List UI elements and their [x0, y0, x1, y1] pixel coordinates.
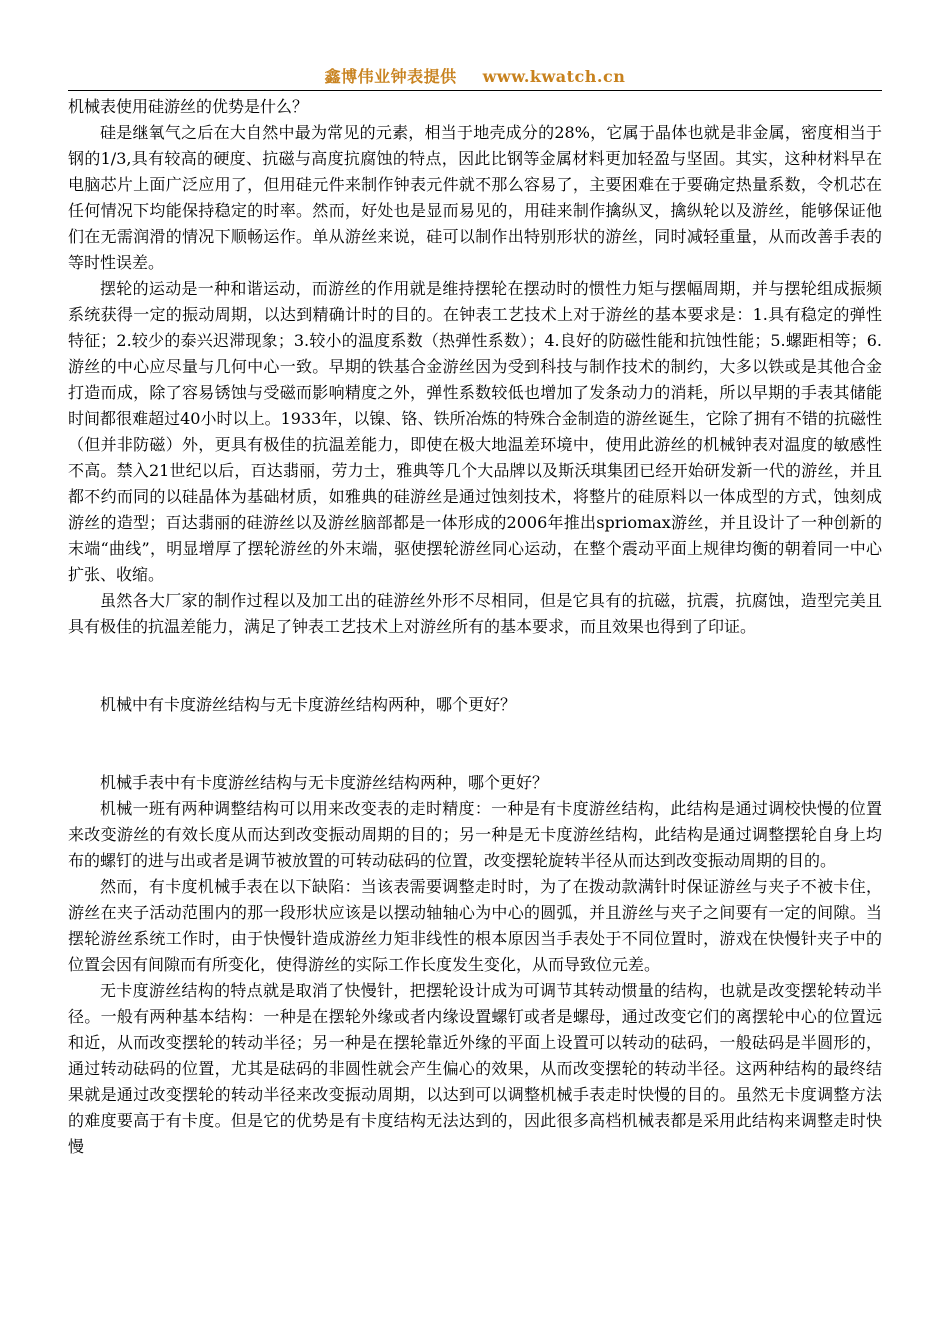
- blank-space: [68, 718, 882, 770]
- section2-paragraph-3: 无卡度游丝结构的特点就是取消了快慢针，把摆轮设计成为可调节其转动惯量的结构，也就是改变摆轮转动半径。一般有两种基本结构：一种是在摆轮外缘或者内缘设置螺钉或者是螺母，通过改变它们的离摆轮中心的位置远和近，从而改变摆轮的转动半径；另一种是在摆轮靠近外缘的平面上设置可以转动的砝码，一般砝码是半圆形的，通过转动砝码的位置，尤其是砝码的非圆性就会产生偏心的效果，从而改变摆轮的转动半径。这两种结构的最终结果就是通过改变摆轮的转动半径来改变振动周期，以达到可以调整机械手表走时快慢的目的。虽然无卡度调整方法的难度要高于有卡度。但是它的优势是有卡度结构无法达到的，因此很多高档机械表都是采用此结构来调整走时快慢: [68, 981, 882, 1156]
- section2-title: 机械手表中有卡度游丝结构与无卡度游丝结构两种，哪个更好？: [100, 773, 549, 792]
- document-body: [68, 94, 882, 1160]
- header-website: www.kwatch.cn: [482, 67, 626, 86]
- section1-paragraph-1: 硅是继氧气之后在大自然中最为常见的元素，相当于地壳成分的28%，它属于晶体也就是非金属，密度相当于钢的1/3,具有较高的硬度、抗磁与高度抗腐蚀的特点，因此比钢等金属材料更加轻盈与坚固。其实，这种材料早在电脑芯片上面广泛应用了，但用硅元件来制作钟表元件就不那么容易了，主要困难在于要确定热量系数，令机芯在任何情况下均能保持稳定的时率。然而，好处也是显而易见的，用硅来制作擒纵叉，擒纵轮以及游丝，能够保证他们在无需润滑的情况下顺畅运作。单从游丝来说，硅可以制作出特别形状的游丝，同时减轻重量，从而改善手表的等时性误差。: [68, 123, 882, 272]
- header-company: 鑫博伟业钟表提供: [324, 67, 457, 86]
- section2-paragraph-2: 然而，有卡度机械手表在以下缺陷：当该表需要调整走时时，为了在拨动款满针时保证游丝与夹子不被卡住，游丝在夹子活动范围内的那一段形状应该是以摆动轴轴心为中心的圆弧，并且游丝与夹子之间要有一定的间隙。当摆轮游丝系统工作时，由于快慢针造成游丝力矩非线性的根本原因当手表处于不同位置时，游戏在快慢针夹子中的位置会因有间隙而有所变化，使得游丝的实际工作长度发生变化，从而导致位元差。: [68, 877, 882, 974]
- section1-paragraph-3: 虽然各大厂家的制作过程以及加工出的硅游丝外形不尽相同，但是它具有的抗磁，抗震，抗腐蚀，造型完美且具有极佳的抗温差能力，满足了钟表工艺技术上对游丝所有的基本要求，而且效果也得到了印证。: [68, 591, 882, 636]
- section1-title: 机械表使用硅游丝的优势是什么？: [68, 97, 309, 116]
- section2-heading: 机械中有卡度游丝结构与无卡度游丝结构两种，哪个更好？: [100, 695, 517, 714]
- blank-space: [68, 640, 882, 692]
- page-header: [68, 64, 882, 87]
- header-rule: [68, 90, 882, 91]
- section2-paragraph-1: 机械一班有两种调整结构可以用来改变表的走时精度：一种是有卡度游丝结构，此结构是通过调校快慢的位置来改变游丝的有效长度从而达到改变振动周期的目的；另一种是无卡度游丝结构，此结构是通过调整摆轮自身上均布的螺钉的进与出或者是调节被放置的可转动砝码的位置，改变摆轮旋转半径从而达到改变振动周期的目的。: [68, 799, 882, 870]
- section1-paragraph-2: 摆轮的运动是一种和谐运动，而游丝的作用就是维持摆轮在摆动时的惯性力矩与摆幅周期，并与摆轮组成振频系统获得一定的振动周期，以达到精确计时的目的。在钟表工艺技术上对于游丝的基本要求是：1.具有稳定的弹性特征；2.较少的泰兴迟滞现象；3.较小的温度系数（热弹性系数）；4.良好的防磁性能和抗蚀性能；5.螺距相等；6.游丝的中心应尽量与几何中心一致。早期的铁基合金游丝因为受到科技与制作技术的制约，大多以铁或是其他合金打造而成，除了容易锈蚀与受磁而影响精度之外，弹性系数较低也增加了发条动力的消耗，所以早期的手表其储能时间都很难超过40小时以上。1933年，以镍、铬、铁所冶炼的特殊合金制造的游丝诞生，它除了拥有不错的抗磁性（但并非防磁）外，更具有极佳的抗温差能力，即使在极大地温差环境中，使用此游丝的机械钟表对温度的敏感性不高。禁入21世纪以后，百达翡丽，劳力士，雅典等几个大品牌以及斯沃琪集团已经开始研发新一代的游丝，并且都不约而同的以硅晶体为基础材质，如雅典的硅游丝是通过蚀刻技术，将整片的硅原料以一体成型的方式，蚀刻成游丝的造型；百达翡丽的硅游丝以及游丝脑部都是一体形成的2006年推出spriomax游丝，并且设计了一种创新的末端“曲线”，明显增厚了摆轮游丝的外末端，驱使摆轮游丝同心运动，在整个震动平面上规律均衡的朝着同一中心扩张、收缩。: [68, 279, 882, 584]
